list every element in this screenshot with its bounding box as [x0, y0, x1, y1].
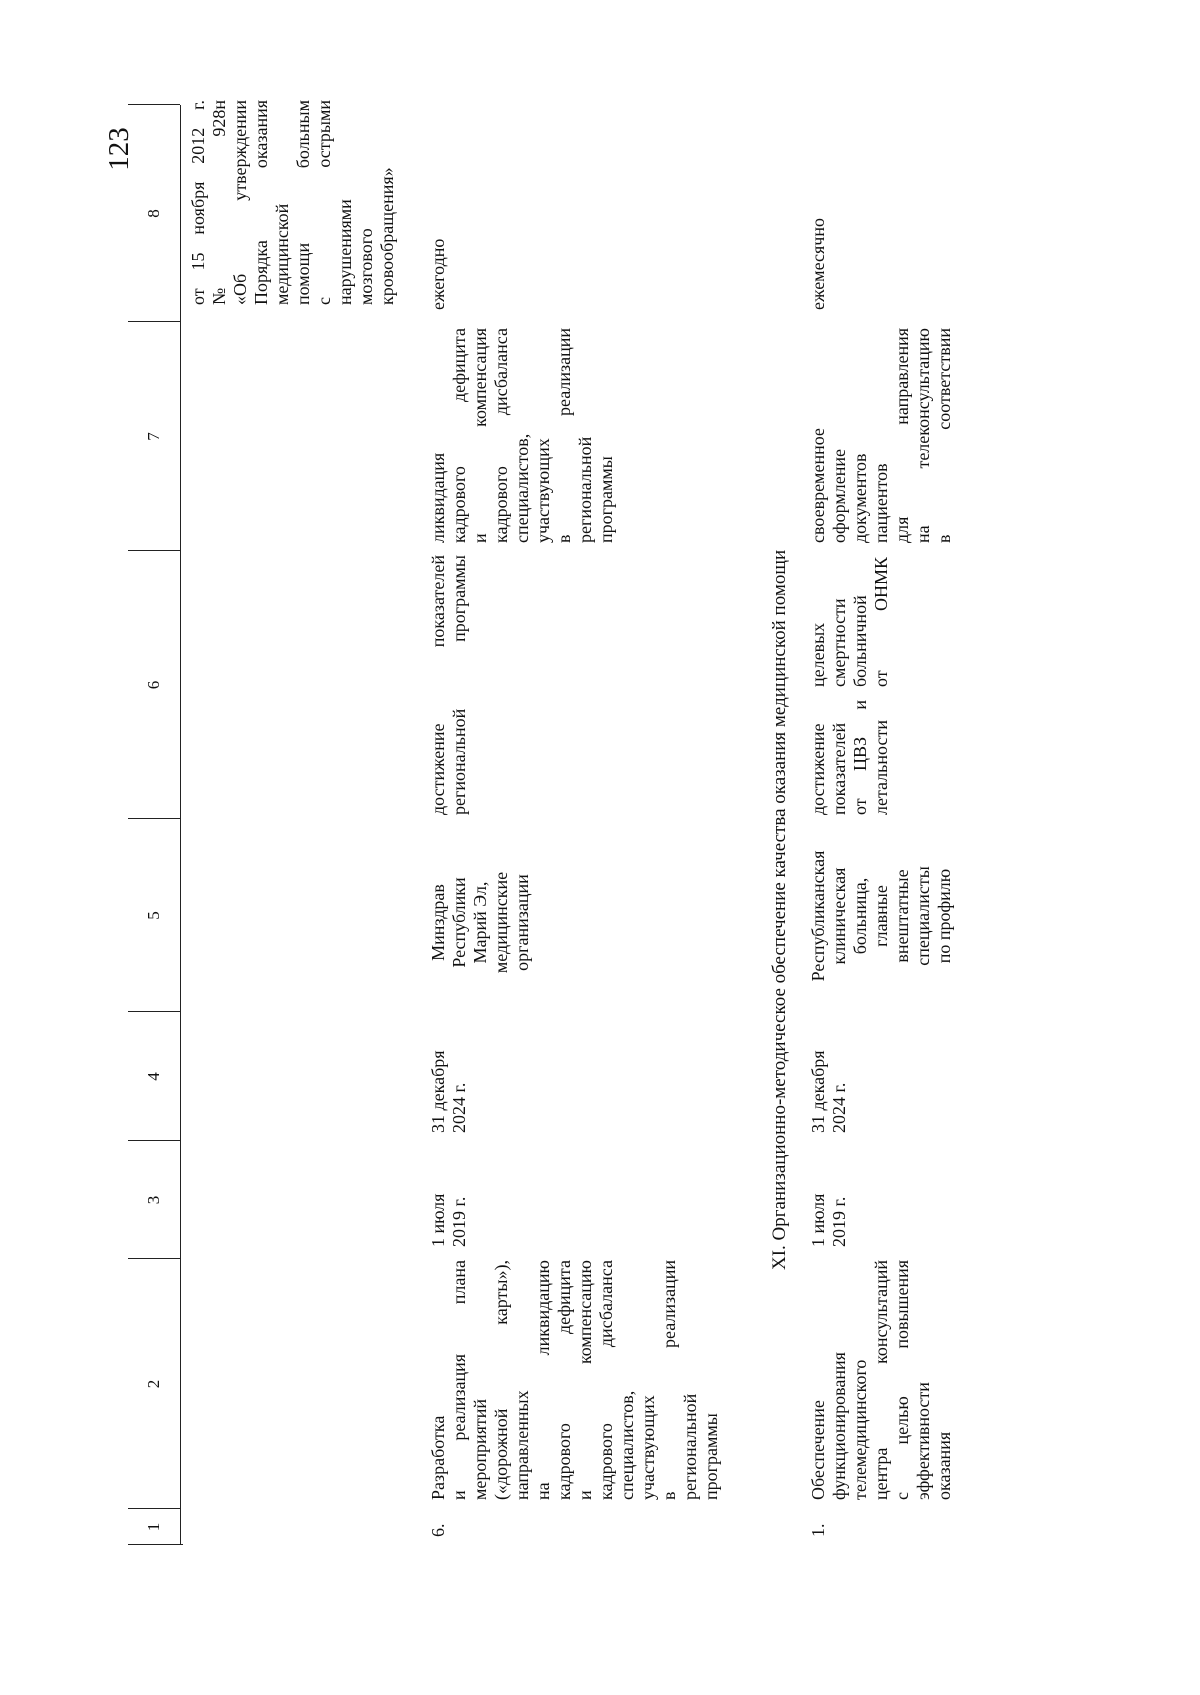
header-col-8: 8 [144, 209, 163, 218]
row1-col6-left: достижение показателей от ЦВЗ и летальности [808, 700, 891, 815]
row6-col6: достижение показателей региональной программы [428, 555, 469, 815]
page-number: 123 [103, 127, 135, 171]
row6-col4: 31 декабря 2024 г. [428, 1050, 469, 1133]
row1-col6-right: целевых смертности больничной от ОНМК [808, 557, 891, 687]
header-col-3: 3 [144, 1195, 163, 1205]
row6-col2: Разработка и реализация плана мероприятий («дорожной карты»), направленных на ликвидацию кадрового дефицита и компенсацию кадрового дисбаланса специалистов, участвующих в реализации региональной программы [428, 1260, 721, 1500]
row6-col5: Минздрав Республики Марий Эл, медицинские организации [428, 871, 532, 974]
row6-col8: ежегодно [428, 238, 448, 310]
header-col-4: 4 [144, 1072, 163, 1081]
rotated-table [128, 0, 1188, 1545]
row1-col5: Республиканская клиническая больница, главные внештатные специалисты по профилю [808, 850, 954, 982]
row6-prev-col7: от 15 ноября 2012 г. № 928н «Об утверждении Порядка оказания медицинской помощи больным с острыми нарушениями мозгового кровообращения» [188, 100, 397, 305]
header-col-2: 2 [144, 1379, 163, 1389]
row1-col4: 31 декабря 2024 г. [808, 1050, 849, 1133]
row1-col8: ежемесячно [808, 218, 828, 310]
header-col-1: 1 [144, 1522, 163, 1532]
row6-col3: 1 июля 2019 г. [428, 1193, 469, 1247]
section-xi-title: XI. Организационно-методическое обеспечение качества оказания медицинской помощи [769, 549, 790, 1270]
row1-number: 1. [808, 1523, 828, 1537]
row6-number: 6. [428, 1523, 448, 1537]
header-col-5: 5 [144, 911, 163, 920]
row1-col7: своевременное оформление документов пациентов для направления на телеконсультацию в соответствии [808, 328, 954, 543]
row1-col3: 1 июля 2019 г. [808, 1193, 849, 1247]
header-col-6: 6 [144, 680, 163, 690]
row6-col7: ликвидация кадрового дефицита и компенсация кадрового дисбаланса специалистов, участвующих в реализации региональной программы [428, 328, 616, 543]
header-col-7: 7 [144, 432, 163, 441]
row1-col2: Обеспечение функционирования телемедицинского центра консультаций с целью повышения эффективности оказания [808, 1260, 954, 1500]
table-body [128, 0, 1188, 1545]
